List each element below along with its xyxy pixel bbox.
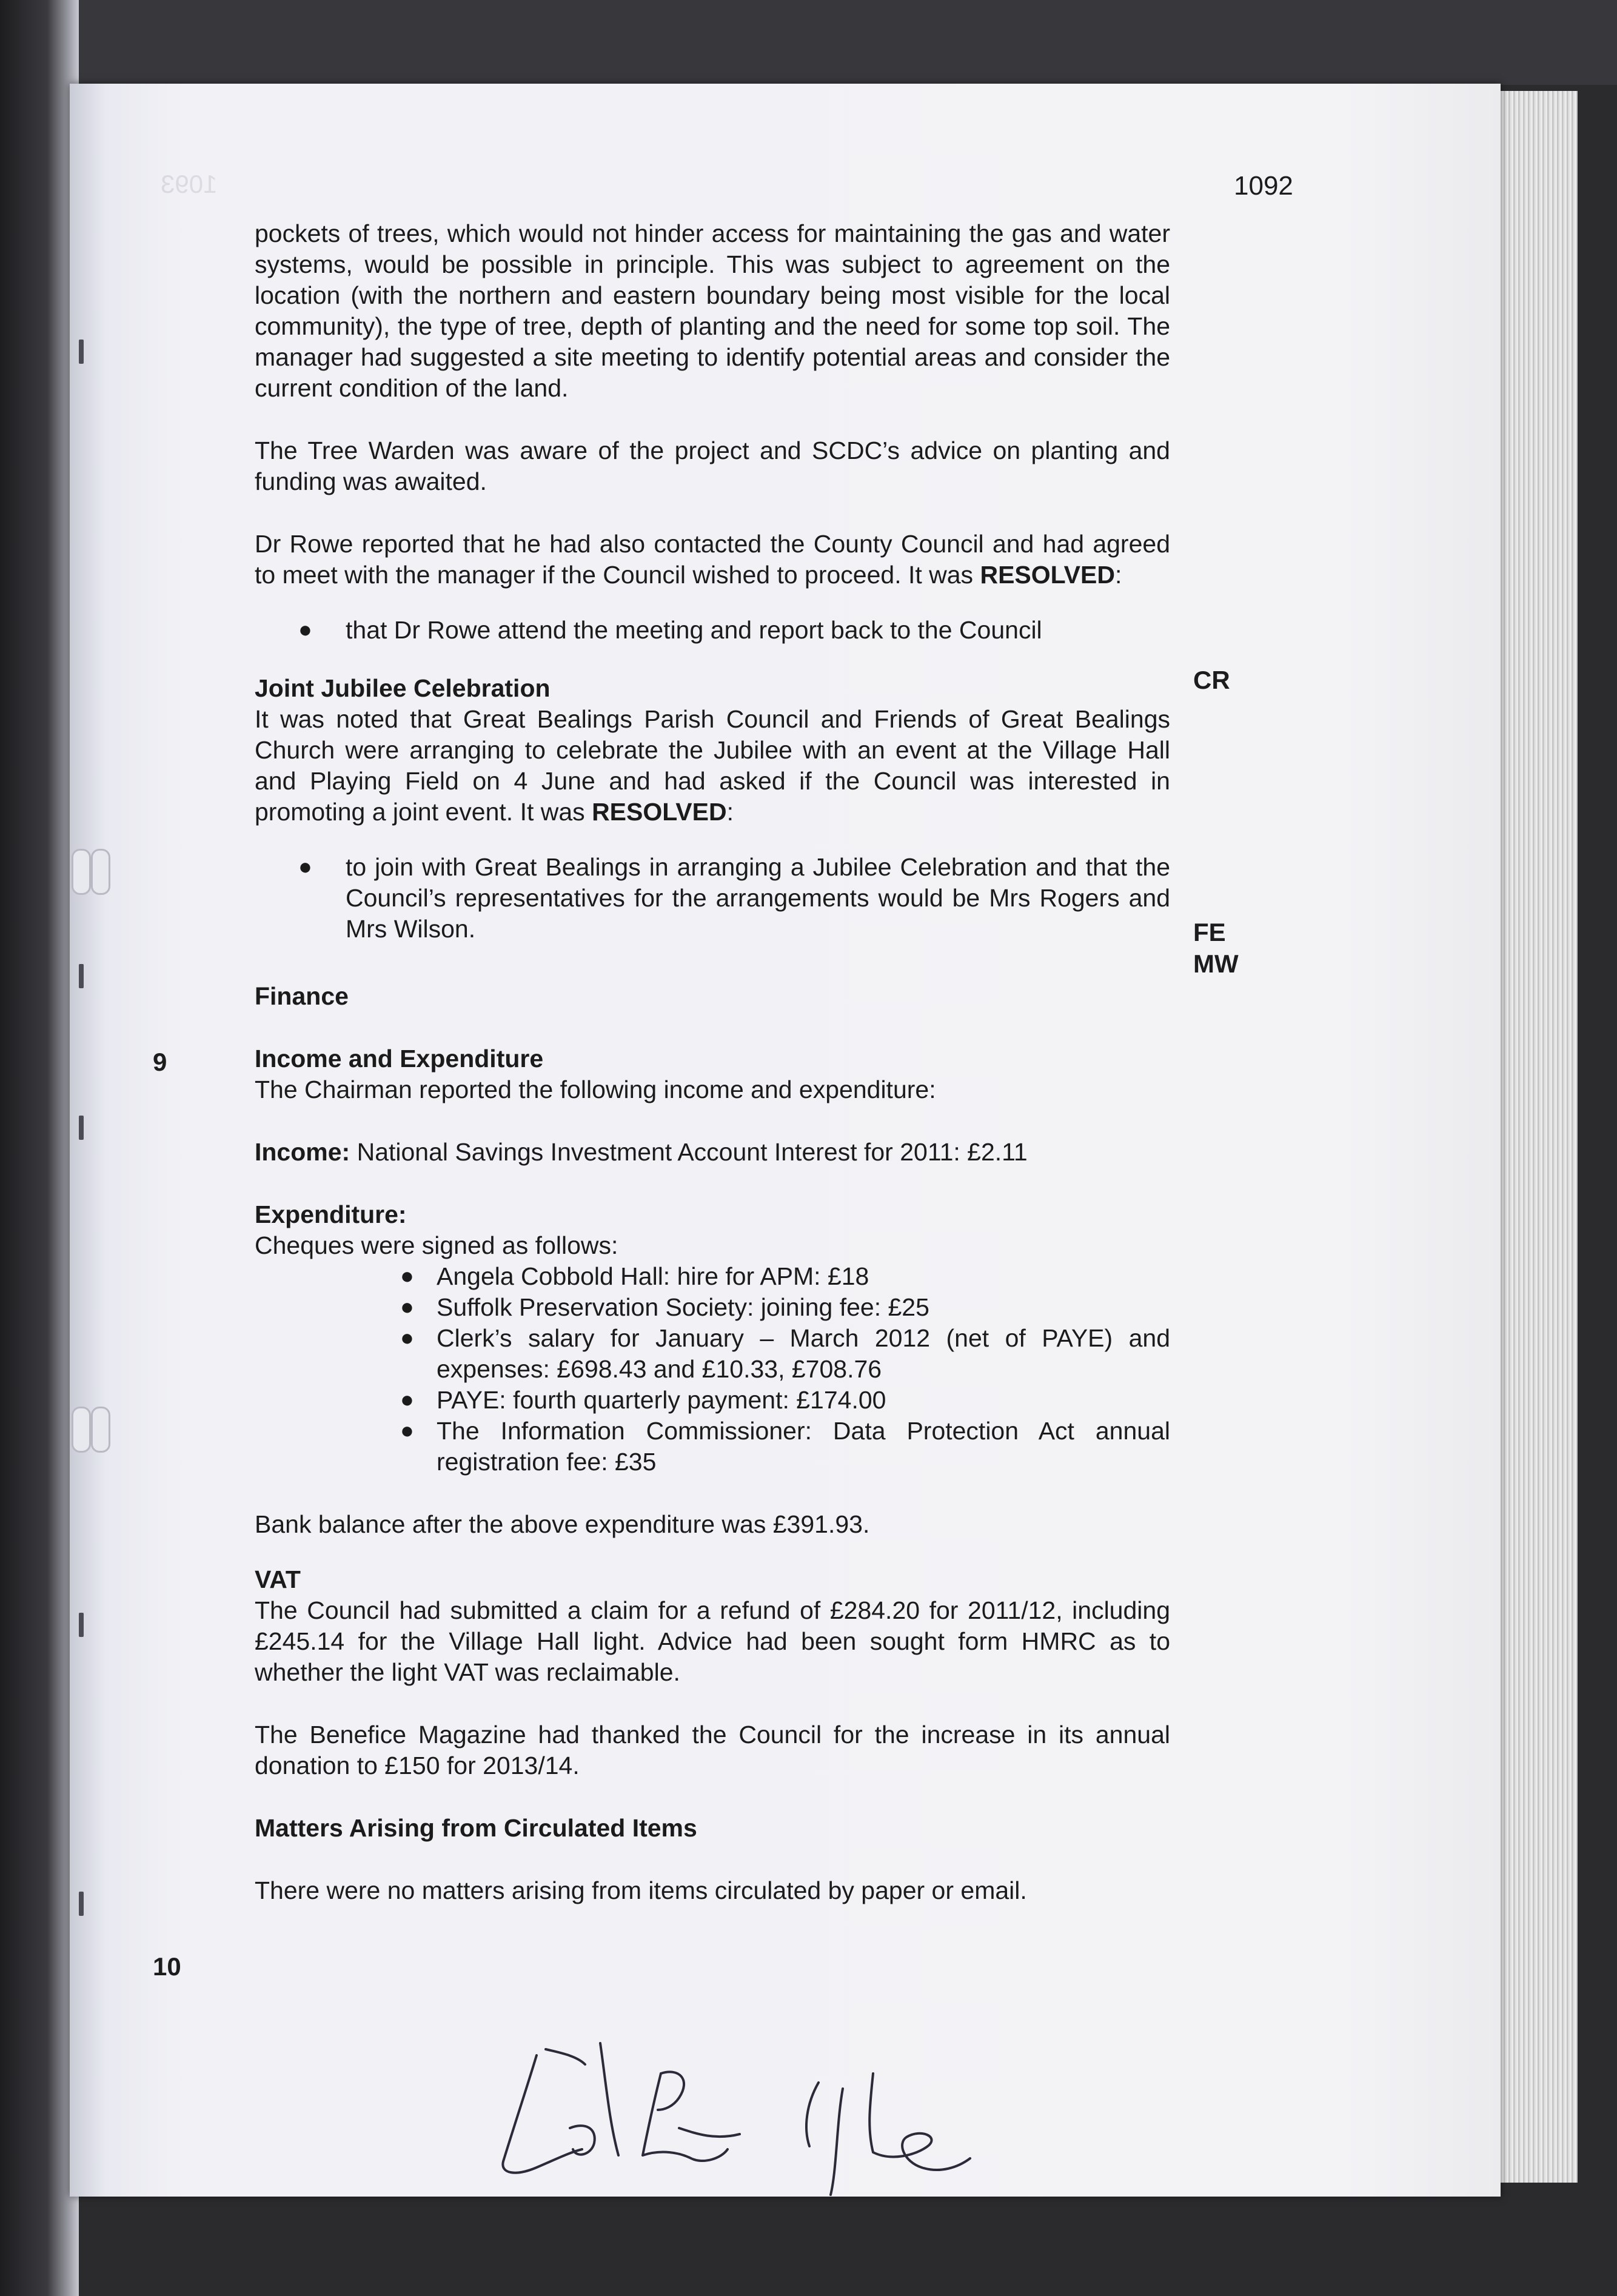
binder-tab xyxy=(79,1613,84,1637)
margin-initials-mw: MW xyxy=(1193,949,1239,978)
paragraph-cheques: Cheques were signed as follows: xyxy=(255,1231,618,1259)
bullet-icon: ● xyxy=(298,617,312,643)
subheading-expenditure: Expenditure: xyxy=(255,1200,407,1228)
cheque-item: ● Angela Cobbold Hall: hire for APM: £18 xyxy=(255,1261,1170,1292)
binder-tab xyxy=(79,340,84,364)
cheque-list xyxy=(255,1261,1170,1478)
bullet-icon: ● xyxy=(400,1418,414,1444)
bullet-icon: ● xyxy=(298,854,312,880)
item-number-9: 9 xyxy=(153,1048,167,1076)
paragraph-income: Income: National Savings Investment Account Interest for 2011: £2.11 xyxy=(255,1138,1028,1166)
binder-hole xyxy=(72,1407,91,1453)
minutes-body xyxy=(255,218,1170,1906)
resolved-label: RESOLVED xyxy=(980,561,1115,589)
paragraph-dr-rowe: Dr Rowe reported that he had also contacted the County Council and had agreed to meet with the manager if the Council wished to proceed. It was RESOLVED: xyxy=(255,530,1170,589)
paragraph-benefice: The Benefice Magazine had thanked the Council for the increase in its annual donation to £150 for 2013/14. xyxy=(255,1721,1170,1779)
chairman-signature xyxy=(479,2031,1013,2207)
paragraph-vat: The Council had submitted a claim for a refund of £284.20 for 2011/12, including £245.14 for the Village Hall light. Advice had been sought form HMRC as to whether the light VAT was reclaimable. xyxy=(255,1596,1170,1686)
subheading-vat: VAT xyxy=(255,1565,301,1593)
section-heading-finance: Finance xyxy=(255,982,349,1010)
resolution-item: ● that Dr Rowe attend the meeting and report back to the Council xyxy=(255,615,1170,646)
page-number: 1092 xyxy=(1234,171,1293,201)
binder-hole xyxy=(72,849,91,895)
section-heading-matters: Matters Arising from Circulated Items xyxy=(255,1814,697,1842)
binder-tab xyxy=(79,1892,84,1916)
binder-hole xyxy=(91,849,110,895)
bullet-icon: ● xyxy=(400,1325,414,1351)
resolution-list xyxy=(255,615,1170,646)
binder-tab xyxy=(79,1116,84,1140)
bullet-icon: ● xyxy=(400,1294,414,1320)
book-spine xyxy=(0,0,79,2296)
ghost-page-number: 1093 xyxy=(161,170,218,198)
item-number-10: 10 xyxy=(153,1952,181,1981)
paragraph-tree-warden: The Tree Warden was aware of the project and SCDC’s advice on planting and funding was awaited. xyxy=(255,437,1170,495)
subheading-income-expenditure: Income and Expenditure xyxy=(255,1045,544,1073)
margin-initials-cr: CR xyxy=(1193,666,1230,694)
resolution-list xyxy=(255,852,1170,945)
paragraph-trees: pockets of trees, which would not hinder access for maintaining the gas and water systems, would be possible in principle. This was subject to agreement on the location (with the northern and eastern boundary being most visible for the local community), the type of tree, depth of planting and the need for some top soil. The manager had suggested a site meeting to identify potential areas and consider the current condition of the land. xyxy=(255,219,1170,402)
bullet-icon: ● xyxy=(400,1263,414,1289)
paragraph-bank-balance: Bank balance after the above expenditure was £391.93. xyxy=(255,1510,870,1538)
cheque-item: ● Clerk’s salary for January – March 2012 (net of PAYE) and expenses: £698.43 and £10.33, £708.76 xyxy=(400,1324,1170,1383)
section-heading-jubilee: Joint Jubilee Celebration xyxy=(255,674,551,702)
cheque-item: ● Suffolk Preservation Society: joining fee: £25 xyxy=(255,1292,1170,1323)
bullet-icon: ● xyxy=(400,1387,414,1413)
binder-hole xyxy=(91,1407,110,1453)
cheque-item: ● PAYE: fourth quarterly payment: £174.00 xyxy=(255,1385,1170,1416)
resolved-label: RESOLVED xyxy=(592,798,727,826)
margin-initials-fe: FE xyxy=(1193,918,1226,946)
resolution-item: ● to join with Great Bealings in arranging a Jubilee Celebration and that the Council’s representatives for the arrangements would be Mrs Rogers and Mrs Wilson. xyxy=(298,853,1170,943)
binding-top xyxy=(0,0,1617,85)
paragraph-chairman-report: The Chairman reported the following income and expenditure: xyxy=(255,1076,936,1103)
binder-tab xyxy=(79,964,84,988)
paragraph-matters: There were no matters arising from items circulated by paper or email. xyxy=(255,1876,1027,1904)
cheque-item: ● The Information Commissioner: Data Protection Act annual registration fee: £35 xyxy=(400,1417,1170,1476)
paragraph-jubilee: It was noted that Great Bealings Parish Council and Friends of Great Bealings Church were arranging to celebrate the Jubilee with an event at the Village Hall and Playing Field on 4 June and had asked if the Council was interested in promoting a joint event. It was RESOLVED: xyxy=(255,705,1170,826)
